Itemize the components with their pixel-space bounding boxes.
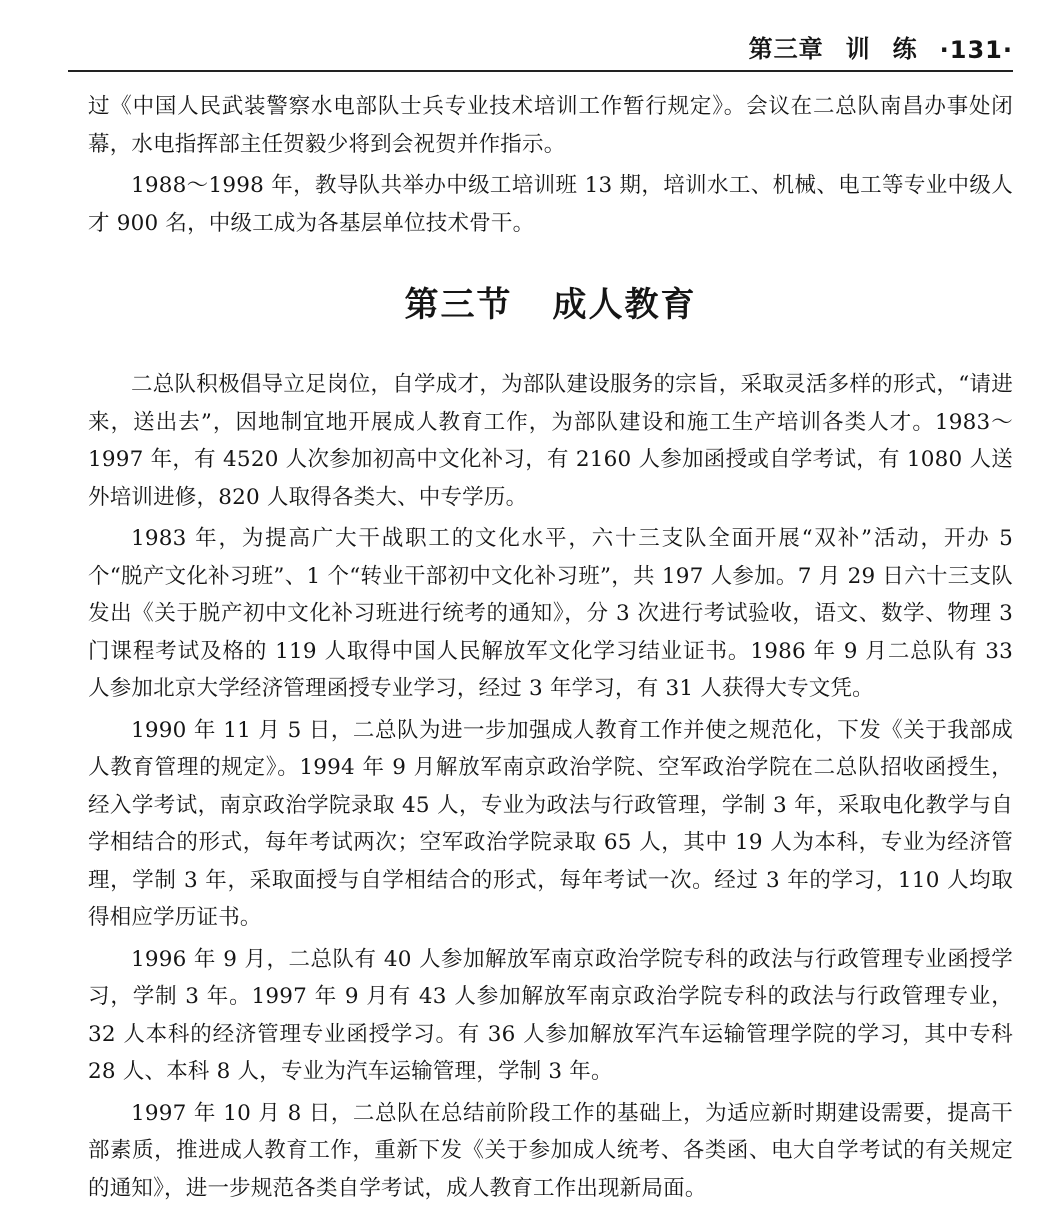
paragraph: 二总队积极倡导立足岗位，自学成才，为部队建设服务的宗旨，采取灵活多样的形式，“请进来，送出去”，因地制宜地开展成人教育工作，为部队建设和施工生产培训各类人才。1983～1997 年，有 4520 人次参加初高中文化补习，有 2160 人参加函授或自学考试，有 1080 人送外培训进修，820 人取得各类大、中专学历。 (88, 372, 1013, 510)
paragraph: 1990 年 11 月 5 日，二总队为进一步加强成人教育工作并使之规范化，下发《关于我部成人教育管理的规定》。1994 年 9 月解放军南京政治学院、空军政治学院在二总队招收函授生，经入学考试，南京政治学院录取 45 人，专业为政法与行政管理，学制 3 年，采取电化教学与自学相结合的形式，每年考试两次；空军政治学院录取 65 人，其中 19 人为本科，专业为经济管理，学制 3 年，采取面授与自学相结合的形式，每年考试一次。经过 3 年的学习，110 人均取得相应学历证书。 (88, 717, 1013, 930)
paragraph: 1983 年，为提高广大干战职工的文化水平，六十三支队全面开展“双补”活动，开办 5 个“脱产文化补习班”、1 个“转业干部初中文化补习班”，共 197 人参加。7 月 29 日六十三支队发出《关于脱产初中文化补习班进行统考的通知》，分 3 次进行考试验收，语文、数学、物理 3 门课程考试及格的 119 人取得中国人民解放军文化学习结业证书。1986 年 9 月二总队有 33 人参加北京大学经济管理函授专业学习，经过 3 年学习，有 31 人获得大专文凭。 (88, 526, 1013, 701)
paragraph: 1996 年 9 月，二总队有 40 人参加解放军南京政治学院专科的政法与行政管理专业函授学习，学制 3 年。1997 年 9 月有 43 人参加解放军南京政治学院专科的政法与行政管理专业，32 人本科的经济管理专业函授学习。有 36 人参加解放军汽车运输管理学院的学习，其中专科 28 人、本科 8 人，专业为汽车运输管理，学制 3 年。 (88, 946, 1013, 1084)
section-number: 第三节 (404, 285, 513, 325)
paragraph: 1988～1998 年，教导队共举办中级工培训班 13 期，培训水工、机械、电工等专业中级人才 900 名，中级工成为各基层单位技术骨干。 (88, 173, 1013, 236)
header-rule (68, 70, 1013, 72)
section-title: 成人教育 (552, 285, 697, 325)
header-chapter: 第三章 (748, 35, 824, 63)
paragraph: 1997 年 10 月 8 日，二总队在总结前阶段工作的基础上，为适应新时期建设需要，提高干部素质，推进成人教育工作，重新下发《关于参加成人统考、各类函、电大自学考试的有关规定的通知》，进一步规范各类自学考试，成人教育工作出现新局面。 (88, 1100, 1013, 1201)
paragraph-continued: 过《中国人民武装警察水电部队士兵专业技术培训工作暂行规定》。会议在二总队南昌办事处闭幕，水电指挥部主任贺毅少将到会祝贺并作指示。 (88, 94, 1013, 157)
running-header (0, 24, 1013, 64)
header-title-part1: 训 (845, 35, 871, 63)
header-page-number: ·131· (939, 36, 1013, 64)
header-title-part2: 练 (892, 35, 918, 63)
section-heading (88, 280, 1013, 330)
body-text (88, 88, 1013, 1211)
